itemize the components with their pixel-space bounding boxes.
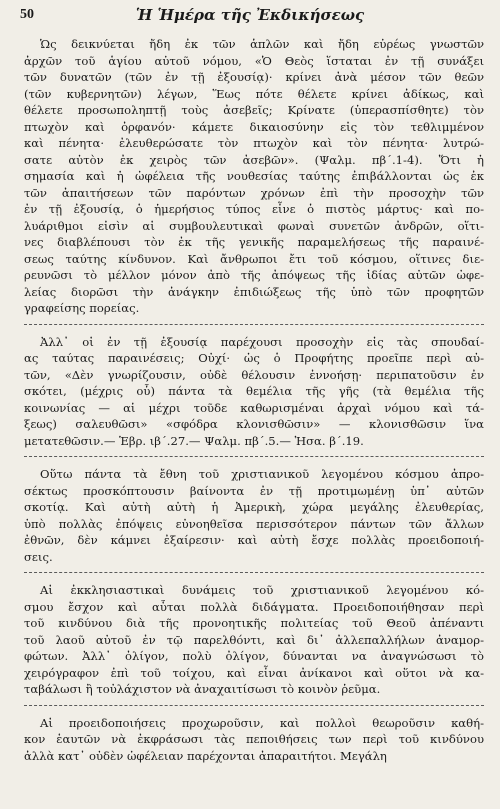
text-line: σμου ἔσχον καὶ αὗται πολλὰ διδάγματα. Προειδοποιήθησαν περὶ xyxy=(24,599,484,614)
text-line: γραφείσης πορείας. xyxy=(24,301,140,315)
paragraph-divider xyxy=(24,456,484,458)
paragraph xyxy=(24,36,484,317)
page-number: 50 xyxy=(20,7,34,22)
page-body xyxy=(24,36,484,764)
paragraph-divider xyxy=(24,324,484,326)
paragraph xyxy=(24,466,484,565)
paragraph xyxy=(24,334,484,450)
text-line: λείας διορῶσι τὴν ἀνάγκην ἐπιδιώξεως τῆς ὑπὸ τῶν προφητῶν xyxy=(24,284,484,299)
text-line: σέκτως προσκόπτουσιν βαίνοντα ἐν τῇ προτιμωμένῃ ὑπ᾽ αὐτῶν xyxy=(24,483,484,498)
paragraph xyxy=(24,582,484,698)
text-line: σεως ταύτης κίνδυνον. Καὶ ἄνθρωποι ἔτι τοῦ κόσμου, οἵτινες διε- xyxy=(24,251,484,266)
text-line: πτωχὸν καὶ ὀρφανόν· κάμετε δικαιοσύνην εἰς τὸν τεθλιμμένον xyxy=(24,119,484,134)
text-line: ὑπὸ πολλὰς ἐπόψεις εὐνοηθεῖσα περισσότερον πάντων τῶν ἄλλων xyxy=(24,516,484,531)
text-line: Οὕτω πάντα τὰ ἔθνη τοῦ χριστιανικοῦ λεγομένου κόσμου ἀπρο- xyxy=(40,467,484,481)
text-line: ἐν τῇ ἐξουσίᾳ, ὁ ἡμερήσιος τύπος εἶνε ὁ πιστὸς μάρτυς· καὶ πο- xyxy=(24,202,484,216)
text-line: σεις. xyxy=(24,549,53,564)
text-line: λυάριθμοι εἰσὶν αἱ συμβουλευτικαὶ φωναὶ συνετῶν ἀνδρῶν, οἵτι- xyxy=(24,218,484,233)
text-line: θέλετε προσωποληπτῇ τοὺς ἀσεβεῖς; Κρίνατε (ὑπερασπίσθητε) τὸν xyxy=(24,103,484,117)
text-line: τῶν δυνατῶν (τῶν ἐν τῇ ἐξουσίᾳ)· κρίνει ἀνὰ μέσον τῶν θεῶν xyxy=(24,70,484,84)
text-line: τοῦ λαοῦ αὐτοῦ ἐν τῷ παρελθόντι, καὶ δι᾽ ἀλλεπαλλήλων ἀναμορ- xyxy=(24,632,484,647)
text-line: ρευνῶσι τὸ μέλλον μόνον ἀπὸ τῆς ἀπόψεως τῆς ἰδίας αὐτῶν ὠφε- xyxy=(24,268,484,282)
text-line: ταβάλωσι ἢ τοὐλάχιστον νὰ ἀναχαιτίσωσι τὸ κοινὸν ῥεῦμα. xyxy=(24,682,381,696)
text-line: νες διαβλέπουσι τὸν ἐκ τῆς γενικῆς παραμελήσεως τῆς παραινέ- xyxy=(24,235,484,249)
text-line: Αἱ ἐκκλησιαστικαὶ δυνάμεις τοῦ χριστιανικοῦ λεγομένου κό- xyxy=(40,583,484,597)
text-line: χειρόγραφον ἐπὶ τοῦ τοίχου, καὶ εἶναι ἀνίκανοι καὶ οὕτοι νὰ κα- xyxy=(24,665,484,680)
text-line: Ὡς δεικνύεται ἤδη ἐκ τῶν ἁπλῶν καὶ ἤδη εὐρέως γνωστῶν xyxy=(40,37,484,51)
text-line: σκοτίᾳ. Καὶ αὐτὴ αὐτὴ ἡ Ἀμερικὴ, χώρα μεγάλης ἐλευθερίας, xyxy=(24,500,484,514)
text-line: τῶν ἀπαιτήσεων τῶν παρόντων χρόνων ἐπὶ τὴν προσοχὴν τῶν xyxy=(24,185,484,200)
text-line: σημασία καὶ ἡ ὠφέλεια τῆς νουθεσίας ταύτης ἐπιβάλλονται ὡς ἐκ xyxy=(24,169,484,183)
text-line: μετατεθῶσιν.— Ἑβρ. ιβ΄.27.— Ψαλμ. πβ΄.5.— Ἡσα. β΄.19. xyxy=(24,433,364,448)
text-line: τοῦ κινδύνου διὰ τῆς προνοητικῆς πολιτείας τοῦ Θεοῦ ἀπέναντι xyxy=(24,616,484,630)
text-line: τῶν, «Δὲν γνωρίζουσιν, οὐδὲ θέλουσιν ἐννοήσῃ· περιπατοῦσιν ἐν xyxy=(24,367,484,382)
text-line: (τῶν κυβερνητῶν) λέγων, Ἕως πότε θέλετε κρίνει ἀδίκως, καὶ xyxy=(24,86,484,101)
text-line: κοινωνίας — αἱ μέχρι τοῦδε καθωρισμέναι ἀρχαὶ νόμου καὶ τά- xyxy=(24,400,484,415)
text-line: φώτων. Ἀλλ᾽ ὀλίγον, πολὺ ὀλίγον, δύνανται να ἀναγνώσωσι τὸ xyxy=(24,649,484,663)
text-line: ξεως) σαλευθῶσι» «σφόδρα κλονισθῶσιν» — κλονισθῶσιν ἵνα xyxy=(24,417,484,431)
text-line: Ἀλλ᾽ οἱ ἐν τῇ ἐξουσίᾳ παρέχουσι προσοχὴν εἰς τὰς σπουδαί- xyxy=(40,334,484,349)
running-title: Ἡ Ἡμέρα τῆς Ἐκδικήσεως xyxy=(135,6,365,24)
paragraph-divider xyxy=(24,705,484,707)
text-line: ας ταύτας παραινέσεις; Οὐχί· ὡς ὁ Προφήτης προεῖπε περὶ αὐ- xyxy=(24,351,484,365)
text-line: ἀλλὰ κατ᾽ οὐδὲν ὠφέλειαν παρέχονται ἀπαραιτήτοι. Μεγάλη xyxy=(24,748,387,763)
page-header xyxy=(0,0,500,28)
text-line: Αἱ προειδοποιήσεις προχωροῦσιν, καὶ πολλοὶ θεωροῦσιν καθή- xyxy=(40,715,484,730)
text-line: ἐθνῶν, δὲν κάμνει ἐξαίρεσιν· καὶ αὐτὴ ἔσχε πολλὰς προειδοποιή- xyxy=(24,533,484,547)
text-line: κον ἑαυτῶν νὰ ἐκφράσωσι τὰς πεποιθήσεις των περὶ τοῦ κινδύνου xyxy=(24,732,484,746)
text-line: σατε αὐτὸν ἐκ χειρὸς τῶν ἀσεβῶν». (Ψαλμ. πβ΄.1-4). Ὅτι ἡ xyxy=(24,152,484,167)
text-line: καὶ πένητα· ἐλευθερώσατε τὸν πτωχὸν καὶ τὸν πένητα· λυτρώ- xyxy=(24,136,484,150)
text-line: σκότει, (μέχρις οὗ) πάντα τὰ θεμέλια τῆς γῆς (τὰ θεμέλια τῆς xyxy=(24,384,484,398)
paragraph-divider xyxy=(24,572,484,574)
paragraph xyxy=(24,715,484,765)
text-line: ἀρχῶν τοῦ ἁγίου αὐτοῦ νόμου, «Ὁ Θεὸς ἵσταται ἐν τῇ συνάξει xyxy=(24,53,484,68)
